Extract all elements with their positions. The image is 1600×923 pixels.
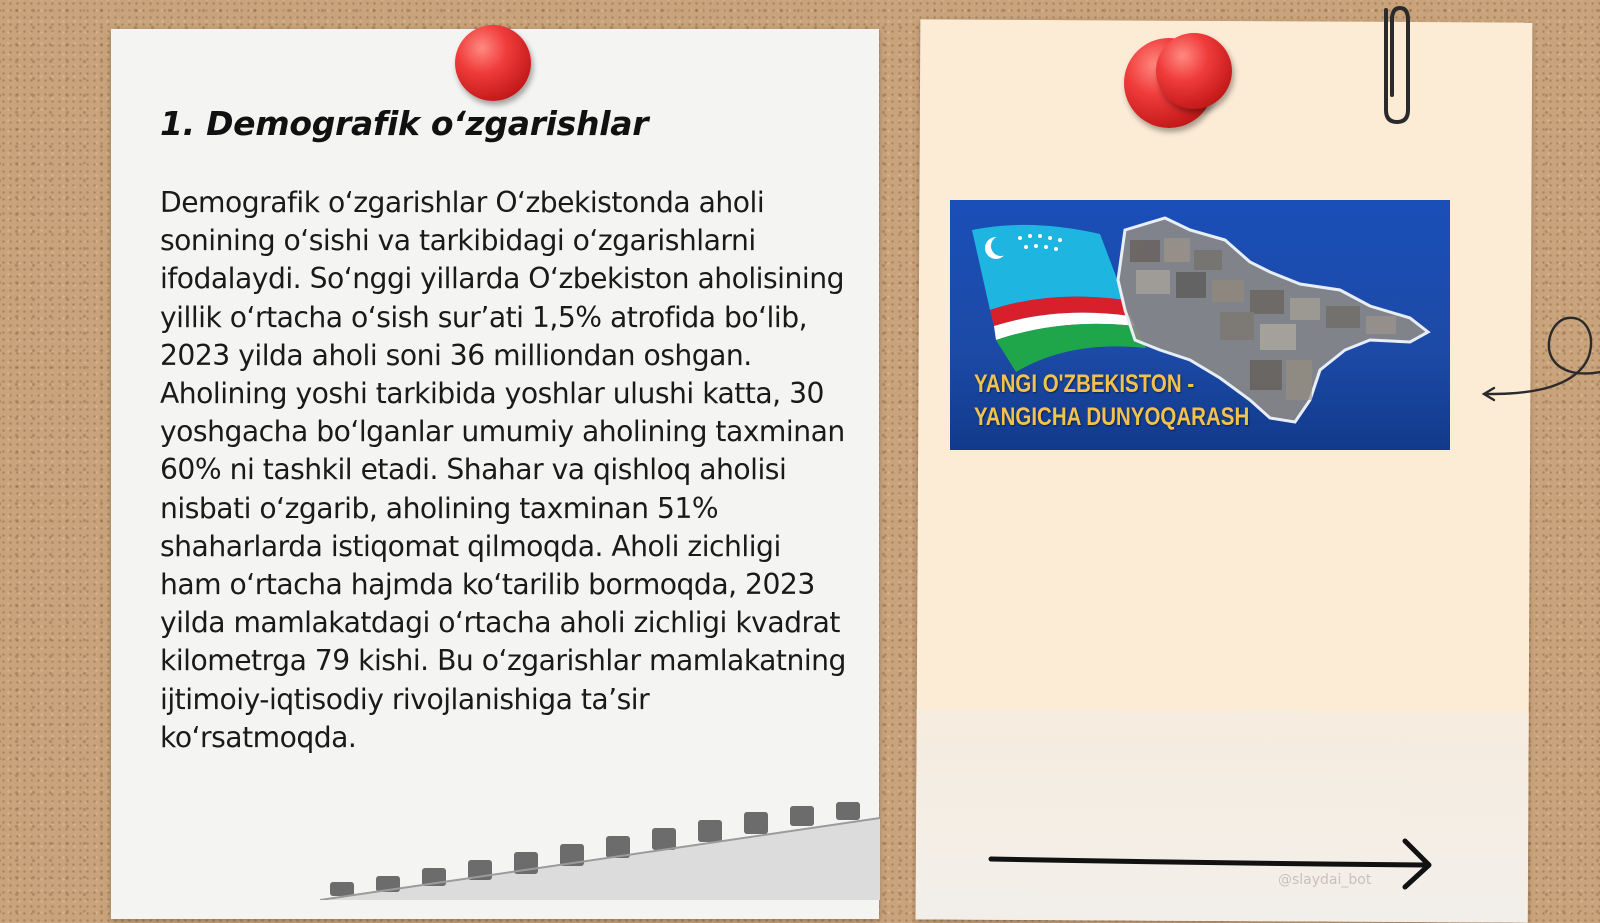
paperclip-icon [1372,0,1422,130]
torn-paper-strip [320,800,880,900]
slide-title: 1. Demografik o‘zgarishlar [160,104,649,143]
arrow-right-icon [985,835,1445,895]
right-paper-note [916,19,1533,922]
banner-line-1: YANGI O'ZBEKISTON - [974,370,1195,398]
curly-arrow-icon [1478,310,1600,410]
red-pushpin-highlight [1156,33,1232,109]
slide-body-text: Demografik o‘zgarishlar O‘zbekistonda aholi sonining o‘sishi va tarkibidagi o‘zgarishlarni ifodalaydi. So‘nggi yillarda O‘zbekiston aholisining yillik o‘rtacha o‘sish sur’ati 1,5% atrofida bo‘lib, 2023 yilda aholi soni 36 milliondan oshgan. Aholining yoshi tarkibida yoshlar ulushi katta, 30 yoshgacha bo‘lganlar umumiy aholining taxminan 60% ni tashkil etadi. Shahar va qishloq aholisi nisbati o‘zgarib, aholining taxminan 51% shaharlarda istiqomat qilmoqda. Aholi zichligi ham o‘rtacha hajmda ko‘tarilib bormoqda, 2023 yilda mamlakatdagi o‘rtacha aholi zichligi kvadrat kilometrga 79 kishi. Bu o‘zgarishlar mamlakatning ijtimoiy-iqtisodiy rivojlanishiga ta’sir ko‘rsatmoqda. [160,186,846,754]
red-pushpin-icon [455,25,531,101]
watermark-text: @slaydai_bot [1278,872,1372,888]
banner-caption [974,368,1249,434]
banner-image [950,200,1450,450]
banner-line-2: YANGICHA DUNYOQARASH [974,403,1250,431]
